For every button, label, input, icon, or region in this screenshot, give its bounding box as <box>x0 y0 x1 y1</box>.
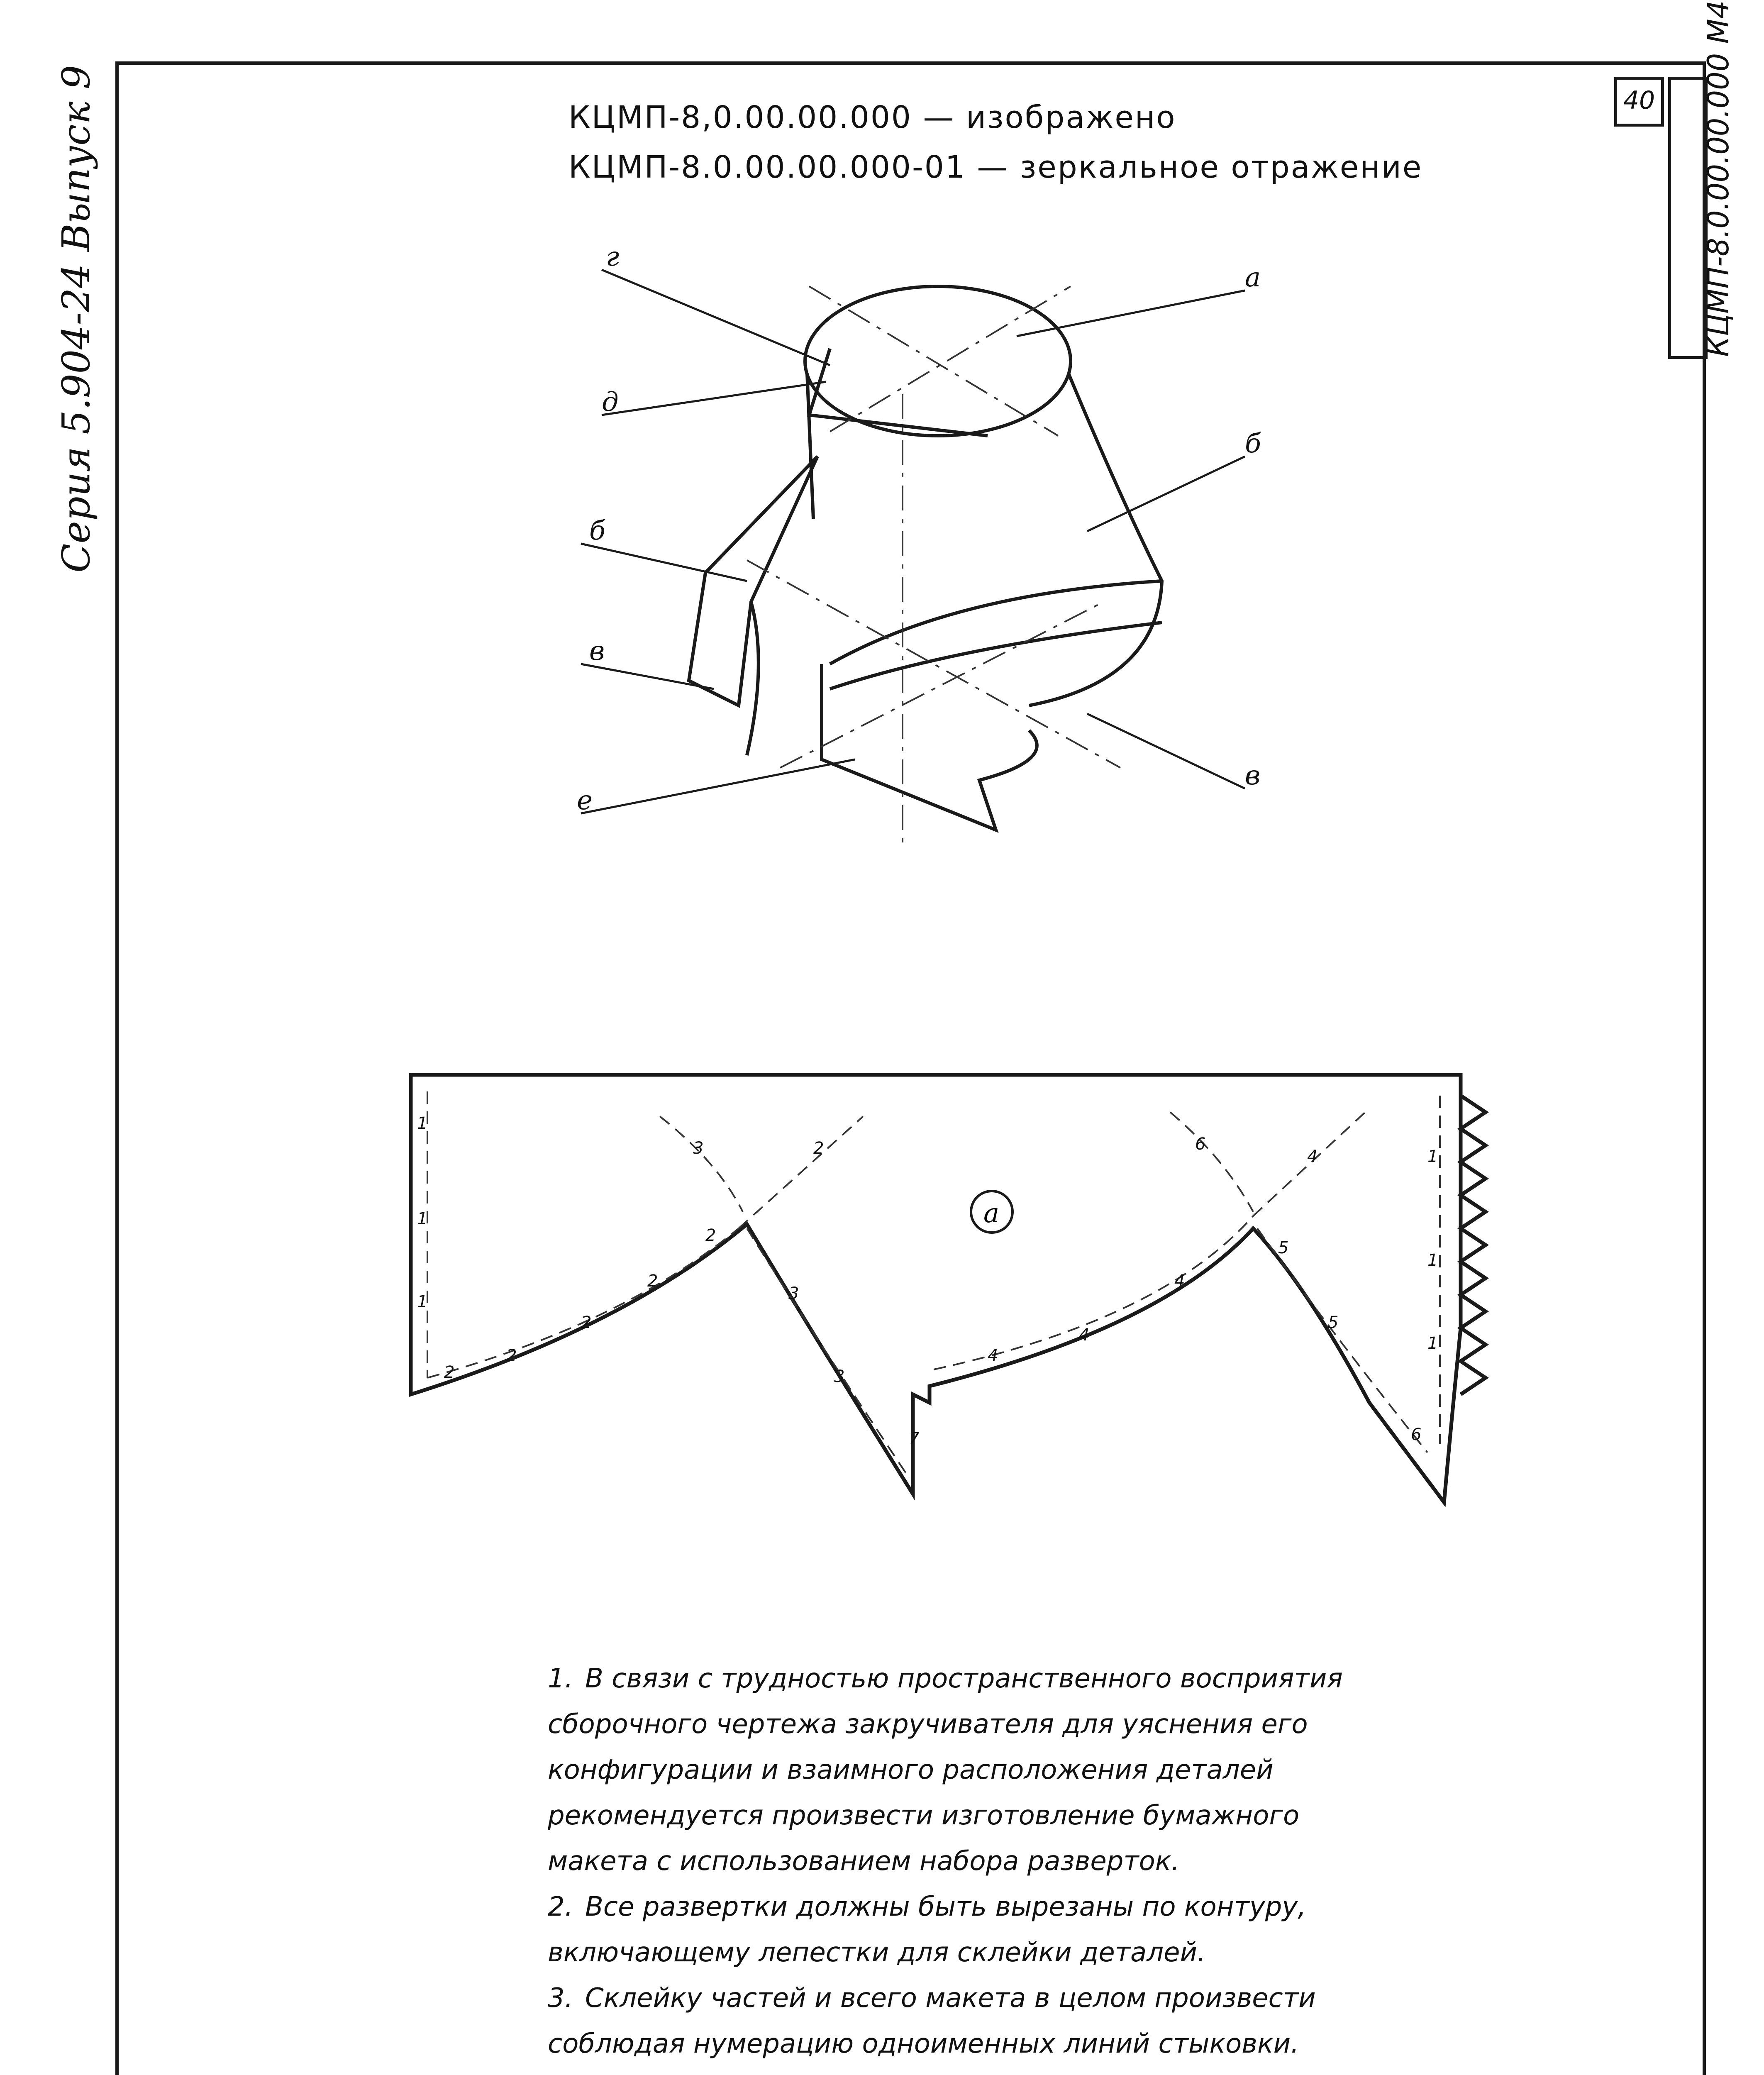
label-g: г <box>606 242 620 272</box>
header-line-2: КЦМП-8.0.00.00.000-01 — зеркальное отражение <box>568 149 1423 185</box>
fold-line-6 <box>1170 1112 1253 1212</box>
num-4c: 4 <box>1174 1272 1185 1291</box>
header-line-1: КЦМП-8,0.00.00.000 — изображено <box>568 100 1176 135</box>
num-2a: 2 <box>444 1363 455 1382</box>
num-2d: 2 <box>647 1272 658 1291</box>
label-b-right: б <box>1245 428 1261 459</box>
fold-line-3 <box>660 1116 743 1212</box>
num-6b: 6 <box>1411 1425 1422 1444</box>
notes <box>548 1656 1378 2067</box>
label-b-left: б <box>589 515 606 546</box>
fold-line-3b <box>747 1228 909 1477</box>
num-2e: 2 <box>705 1226 716 1245</box>
num-1e: 1 <box>1427 1251 1438 1270</box>
num-7: 7 <box>909 1429 920 1448</box>
label-v-right: в <box>1245 760 1261 791</box>
series-label: Серия 5.904-24 Выпуск 9 <box>54 65 98 573</box>
development-outline <box>411 1075 1461 1502</box>
label-d: д <box>602 387 619 417</box>
num-4a: 4 <box>988 1346 998 1365</box>
num-4b: 4 <box>1079 1326 1090 1345</box>
fold-line-2 <box>427 1228 739 1378</box>
note-2: 2. Все развертки должны быть вырезаны по контуру, включающему лепестки для склейки деталей. <box>548 1892 1306 1968</box>
label-e: е <box>577 785 593 816</box>
part-label: а <box>983 1198 1000 1229</box>
fold-line-4 <box>934 1216 1253 1370</box>
num-5a: 5 <box>1278 1238 1289 1257</box>
num-1d: 1 <box>1427 1147 1438 1166</box>
note-3: 3. Склейку частей и всего макета в целом произвести соблюдая нумерацию одноименных линий стыковки. <box>548 1983 1316 2059</box>
label-v-left: в <box>589 636 605 666</box>
note-1: 1. В связи с трудностью пространственного восприятия сборочного чертежа закручивателя для уяснения его конфигурации и взаимного расположения деталей рекомендуется произвести изготовление бумажного макета с использованием набора разверток. <box>548 1663 1343 1877</box>
num-6a: 6 <box>1195 1135 1206 1154</box>
fold-line-2b <box>739 1116 863 1228</box>
num-3a: 3 <box>693 1139 704 1158</box>
num-3b: 3 <box>788 1284 799 1303</box>
num-4d: 4 <box>1307 1147 1318 1166</box>
num-1b: 1 <box>417 1209 428 1228</box>
num-1f: 1 <box>1427 1334 1438 1353</box>
num-2c: 2 <box>581 1313 592 1332</box>
num-1c: 1 <box>417 1292 428 1311</box>
num-2b: 2 <box>506 1346 517 1365</box>
num-1a: 1 <box>417 1114 428 1133</box>
glue-flaps <box>1461 1096 1486 1394</box>
num-2f: 2 <box>813 1139 824 1158</box>
label-a: а <box>1245 262 1261 293</box>
num-3c: 3 <box>834 1367 845 1386</box>
page-number: 40 <box>1614 77 1664 127</box>
num-5b: 5 <box>1328 1313 1339 1332</box>
vertical-code: КЦМП-8.0.00.00.000 М4 <box>1701 0 1735 357</box>
